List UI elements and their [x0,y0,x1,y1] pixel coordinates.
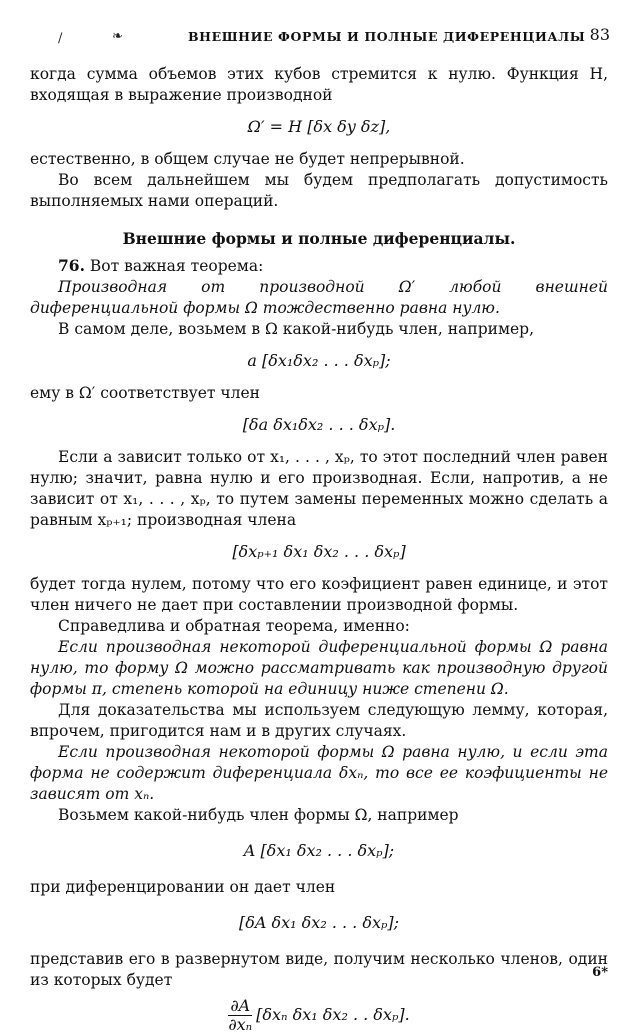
equation: A [δx₁ δx₂ . . . δxₚ]; [243,841,395,860]
lemma-statement: Если производная некоторой формы Ω равна нулю, и если эта форма не содержит диференциала δxₙ, то все ее коэфициенты не зависят от xₙ. [30,743,608,803]
equation: [δA δx₁ δx₂ . . . δxₚ]; [238,913,400,932]
theorem-statement: Если производная некоторой диференциальной формы Ω равна нулю, то форму Ω можно рассматривать как производную другой формы π, степень которой на единицу ниже степени Ω. [30,638,608,698]
section-number: 76. [58,256,85,275]
page-number: 83 [589,25,610,44]
paragraph: будет тогда нулем, потому что его коэфициент равен единице, и этот член ничего не дает при составлении производной формы. [30,575,608,614]
paragraph: В самом деле, возьмем в Ω какой-нибудь член, например, [58,320,535,338]
margin-mark: ❧ [112,29,123,44]
equation: [δxₚ₊₁ δx₁ δx₂ . . . δxₚ] [232,542,406,561]
fraction-denominator: ∂xₙ [228,1015,253,1034]
header-title: ВНЕШНИЕ ФОРМЫ И ПОЛНЫЕ ДИФЕРЕНЦИАЛЫ [188,29,586,44]
paragraph: когда сумма объемов этих кубов стремится к нулю. Функция H, входящая в выражение производной [30,65,608,104]
paragraph [30,255,608,277]
fraction-numerator: ∂A [230,996,251,1015]
page-body [30,64,608,1034]
paragraph: Справедлива и обратная теорема, именно: [58,617,410,635]
paragraph: Во всем дальнейшем мы будем предполагать допустимость выполняемых нами операций. [30,171,608,210]
running-header [30,26,610,48]
paragraph-text: Вот важная теорема: [84,257,264,275]
equation: a [δx₁δx₂ . . . δxₚ]; [247,351,391,370]
paragraph: естественно, в общем случае не будет непрерывной. [30,150,465,168]
paragraph: Если a зависит только от x₁, . . . , xₚ, то этот последний член равен нулю; значит, равна нулю и его производная. Если, напротив, a не зависит от x₁, . . . , xₚ, то путем замены переменных можно сделать a равным xₚ₊₁; производная члена [30,448,608,529]
theorem-statement: Производная от производной Ω′ любой внешней диференциальной формы Ω тождественно равна нулю. [30,278,608,317]
equation-rest: [δxₙ δx₁ δx₂ . . δxₚ]. [256,1005,410,1024]
paragraph: Для доказательства мы используем следующую лемму, которая, впрочем, пригодится нам и в других случаях. [30,701,608,740]
equation: [δa δx₁δx₂ . . . δxₚ]. [242,415,396,434]
paragraph: представив его в развернутом виде, получим несколько членов, один из которых будет [30,950,608,989]
equation: Ω′ = H [δx δy δz], [247,117,391,136]
equation [30,997,608,1034]
margin-mark: / [58,31,63,46]
section-heading: Внешние формы и полные диференциалы. [122,229,516,248]
signature-mark: 6* [592,965,608,980]
paragraph: Возьмем какой-нибудь член формы Ω, например [58,806,459,824]
paragraph: ему в Ω′ соответствует член [30,384,260,402]
fraction [228,997,252,1034]
paragraph: при диференцировании он дает член [30,878,336,896]
